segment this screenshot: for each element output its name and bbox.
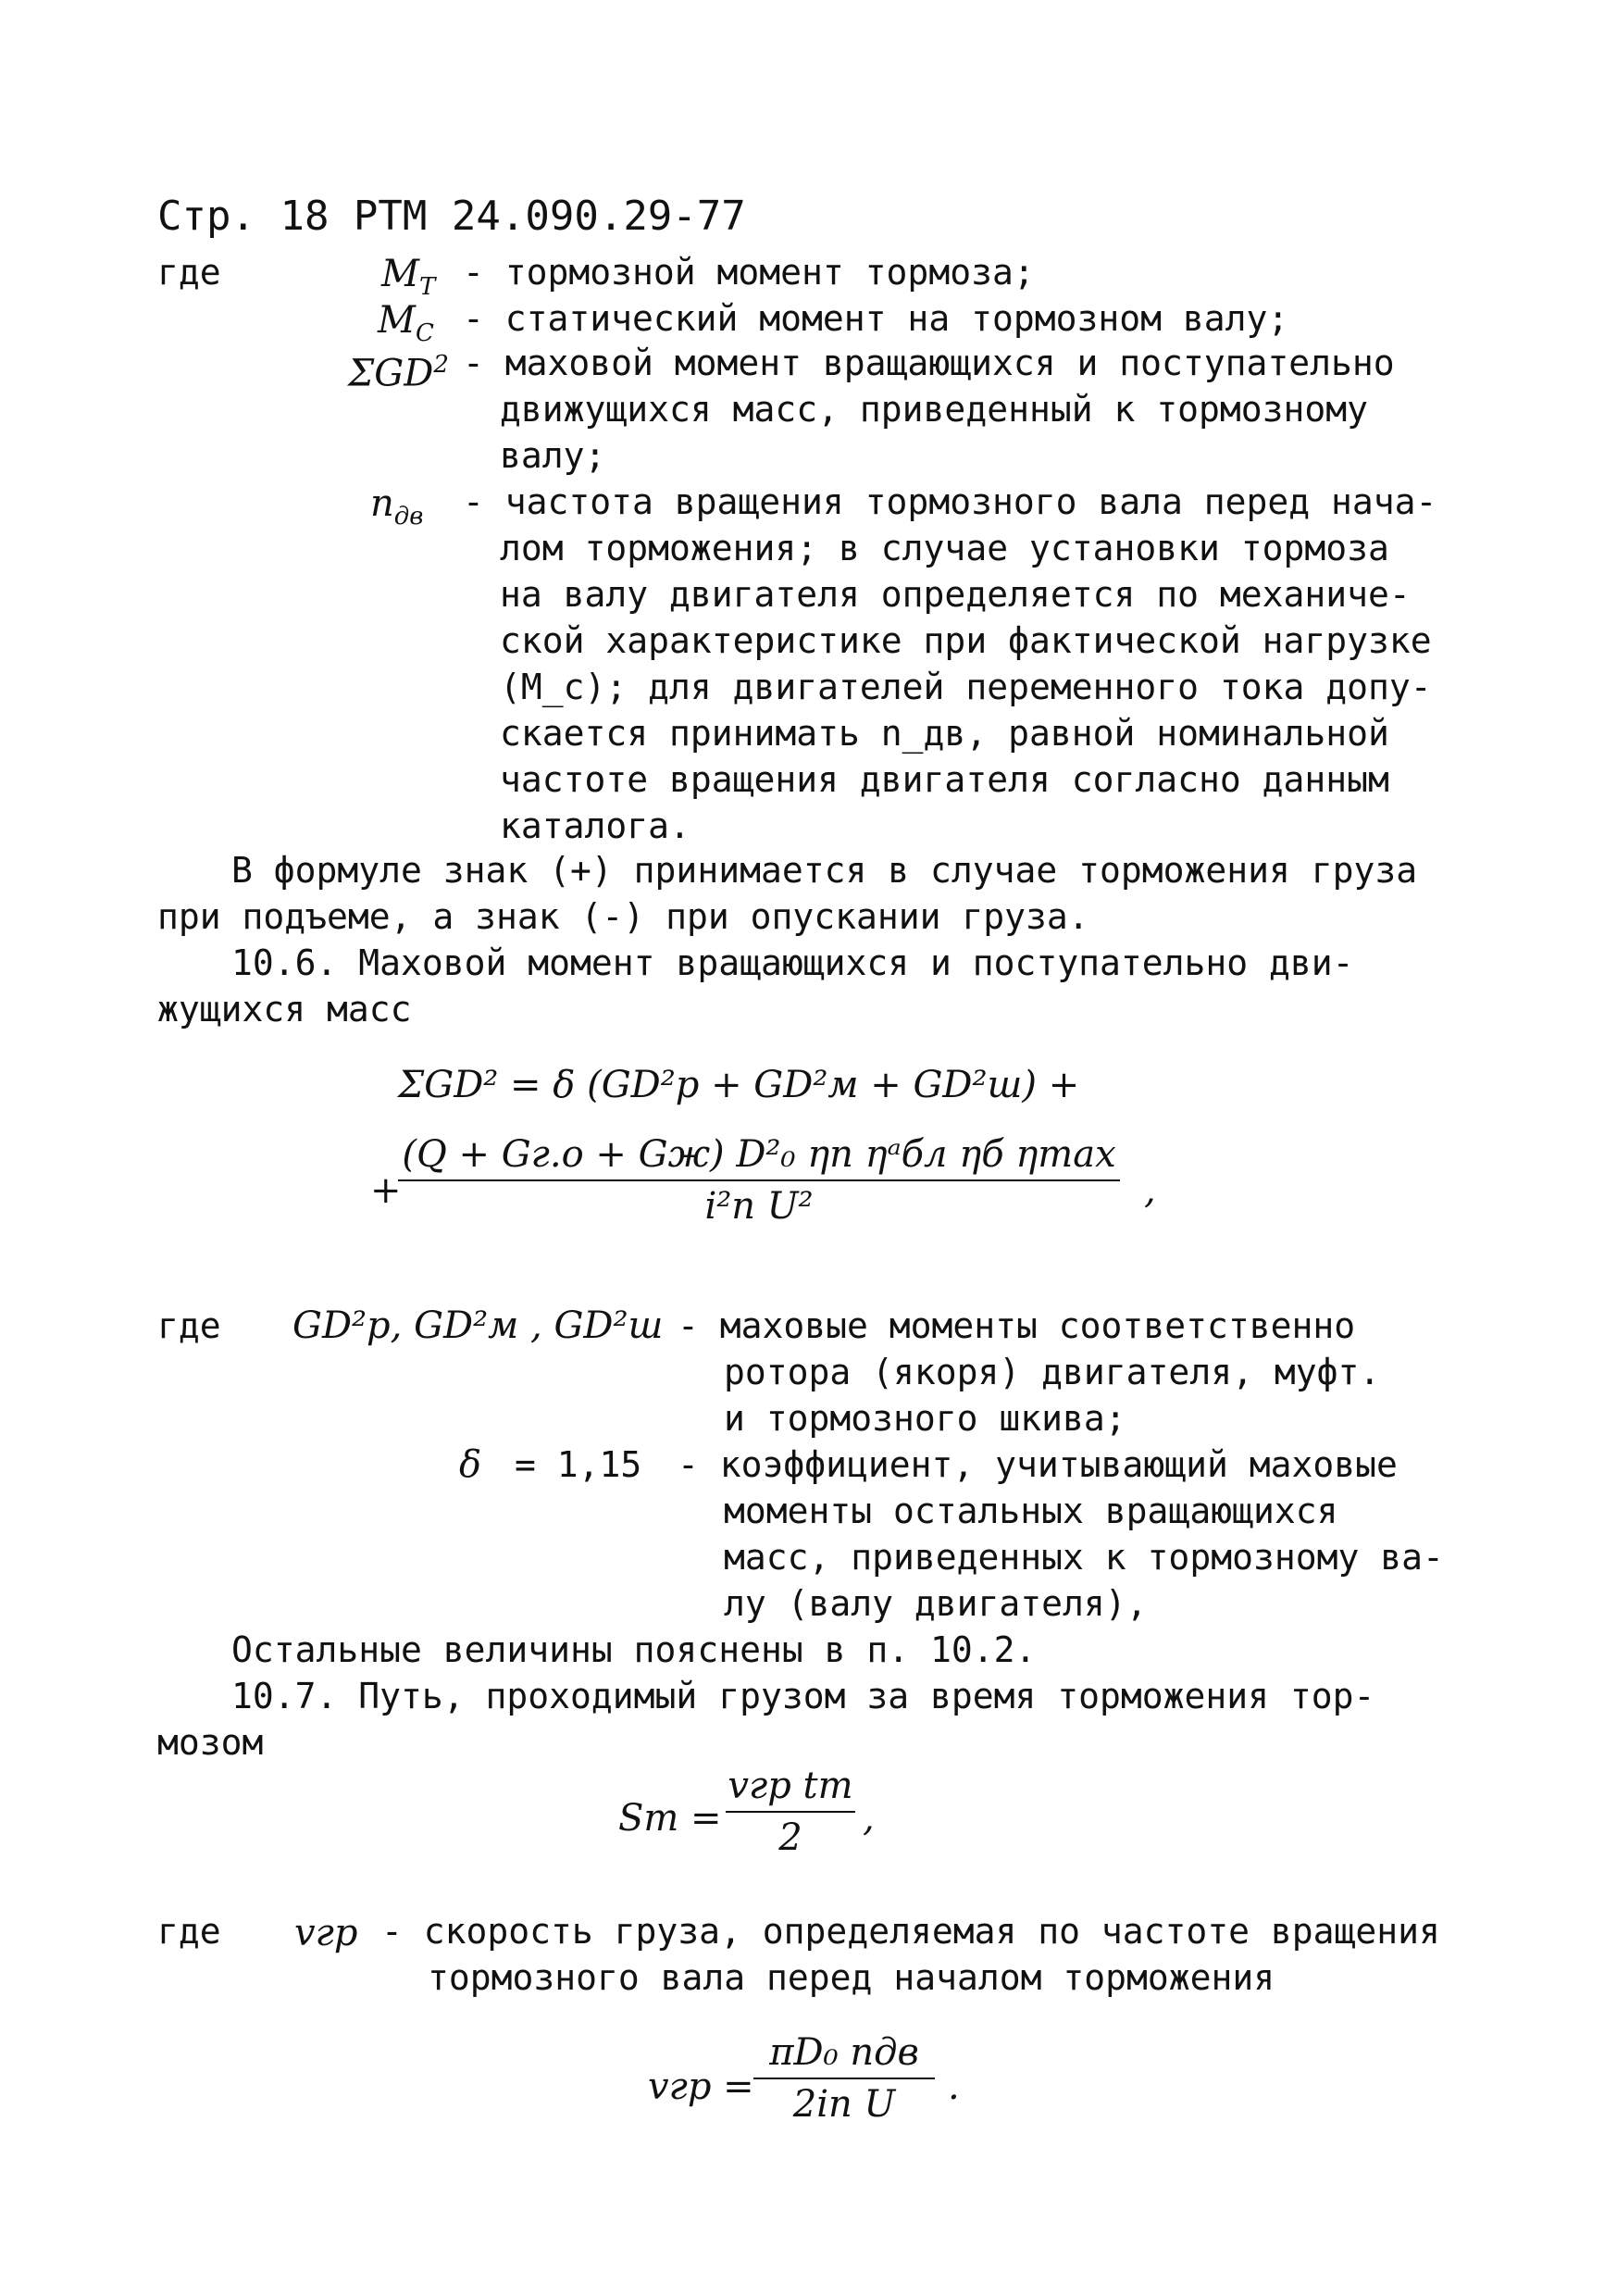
def-ndv-line2: лом торможения; в случае установки тормоза <box>500 528 1389 568</box>
def-ndv-line8: каталога. <box>500 805 690 846</box>
def-mt: - тормозной момент тормоза; <box>463 252 1035 293</box>
fraction-bar <box>753 2078 935 2079</box>
formula-gd2-fraction <box>398 1131 1120 1229</box>
symbol-mc: $M_C$ <box>378 299 434 347</box>
def-gd2-line3: валу; <box>500 435 606 476</box>
delta-value: = 1,15 <box>515 1444 642 1485</box>
formula-gd2-denominator: i²п U² <box>704 1185 814 1228</box>
symbol-mt: $M_T$ <box>381 253 436 301</box>
formula-st-lhs: Sт = <box>618 1797 722 1840</box>
def-ndv-line7: частоте вращения двигателя согласно данным <box>500 759 1389 800</box>
def-ndv-line4: ской характеристике при фактической нагрузке <box>500 620 1432 661</box>
formula-vgr-period: . <box>948 2065 960 2108</box>
def-gd2-set-line3: и тормозного шкива; <box>724 1398 1126 1439</box>
def-ndv-line6: скается принимать n_дв, равной номинальной <box>500 713 1389 754</box>
rest-explained: Остальные величины пояснены в п. 10.2. <box>231 1629 1037 1670</box>
formula-gd2-numerator: (Q + Gг.о + Gж) D²₀ ηп ηᵃбл ηб ηmax <box>402 1133 1116 1176</box>
where-label-2: где <box>157 1305 221 1346</box>
fraction-bar <box>398 1179 1120 1181</box>
formula-gd2-comma: , <box>1144 1169 1156 1212</box>
def-mc: - статический момент на тормозном валу; <box>463 298 1289 339</box>
def-delta-line4: лу (валу двигателя), <box>724 1583 1148 1624</box>
para-sign-line2: при подъеме, а знак (-) при опускании груза. <box>157 896 1089 937</box>
page-header: Стр. 18 РТМ 24.090.29-77 <box>157 193 746 240</box>
fraction-bar <box>726 1811 855 1813</box>
where-label-3: где <box>157 1911 221 1952</box>
formula-st-numerator: vгр tт <box>728 1765 853 1807</box>
def-gd2-set-line1: - маховые моменты соответственно <box>678 1305 1356 1346</box>
def-ndv-line1: - частота вращения тормозного вала перед нача- <box>463 481 1437 522</box>
formula-gd2-plus: + <box>370 1169 402 1212</box>
symbol-sum-gd2: ΣGD$^2$ <box>348 351 449 395</box>
formula-vgr-lhs: vгр = <box>648 2065 754 2108</box>
formula-st-comma: , <box>863 1797 875 1840</box>
def-vgr-line2: тормозного вала перед началом торможения <box>428 1957 1275 1998</box>
def-delta-line3: масс, приведенных к тормозному ва- <box>724 1537 1444 1578</box>
para-sign-line1: В формуле знак (+) принимается в случае торможения груза <box>231 850 1418 891</box>
formula-st-fraction <box>726 1763 855 1861</box>
formula-st-denominator: 2 <box>778 1816 802 1859</box>
section-10-6-line2: жущихся масс <box>157 989 412 1029</box>
symbol-vgr: vгр <box>294 1912 358 1954</box>
formula-vgr-numerator: πD₀ nдв <box>769 2031 919 2074</box>
section-10-7-line1: 10.7. Путь, проходимый грузом за время торможения тор- <box>231 1676 1375 1716</box>
def-gd2-set-line2: ротора (якоря) двигателя, муфт. <box>724 1352 1381 1392</box>
where-label: где <box>157 252 221 293</box>
formula-vgr-fraction <box>753 2029 935 2128</box>
def-ndv-line5: (M_c); для двигателей переменного тока допу- <box>500 667 1432 707</box>
def-delta-line1: - коэффициент, учитывающий маховые <box>678 1444 1398 1485</box>
symbol-ndv: $n_{дв}$ <box>370 482 424 530</box>
section-10-7-line2: мозом <box>157 1722 264 1763</box>
formula-gd2-line1: ΣGD² = δ (GD²р + GD²м + GD²ш) + <box>398 1064 1080 1106</box>
def-ndv-line3: на валу двигателя определяется по механиче- <box>500 574 1411 615</box>
symbol-delta: δ <box>459 1443 482 1486</box>
def-vgr-line1: - скорость груза, определяемая по частоте вращения <box>381 1911 1440 1952</box>
def-gd2-line2: движущихся масс, приведенный к тормозному <box>500 389 1368 430</box>
def-delta-line2: моменты остальных вращающихся <box>724 1491 1338 1531</box>
section-10-6-line1: 10.6. Маховой момент вращающихся и поступательно дви- <box>231 942 1354 983</box>
formula-vgr-denominator: 2iп U <box>792 2083 896 2126</box>
def-gd2-line1: - маховой момент вращающихся и поступательно <box>463 343 1395 383</box>
symbol-gd2-set: GD²р, GD²м , GD²ш <box>292 1304 664 1347</box>
